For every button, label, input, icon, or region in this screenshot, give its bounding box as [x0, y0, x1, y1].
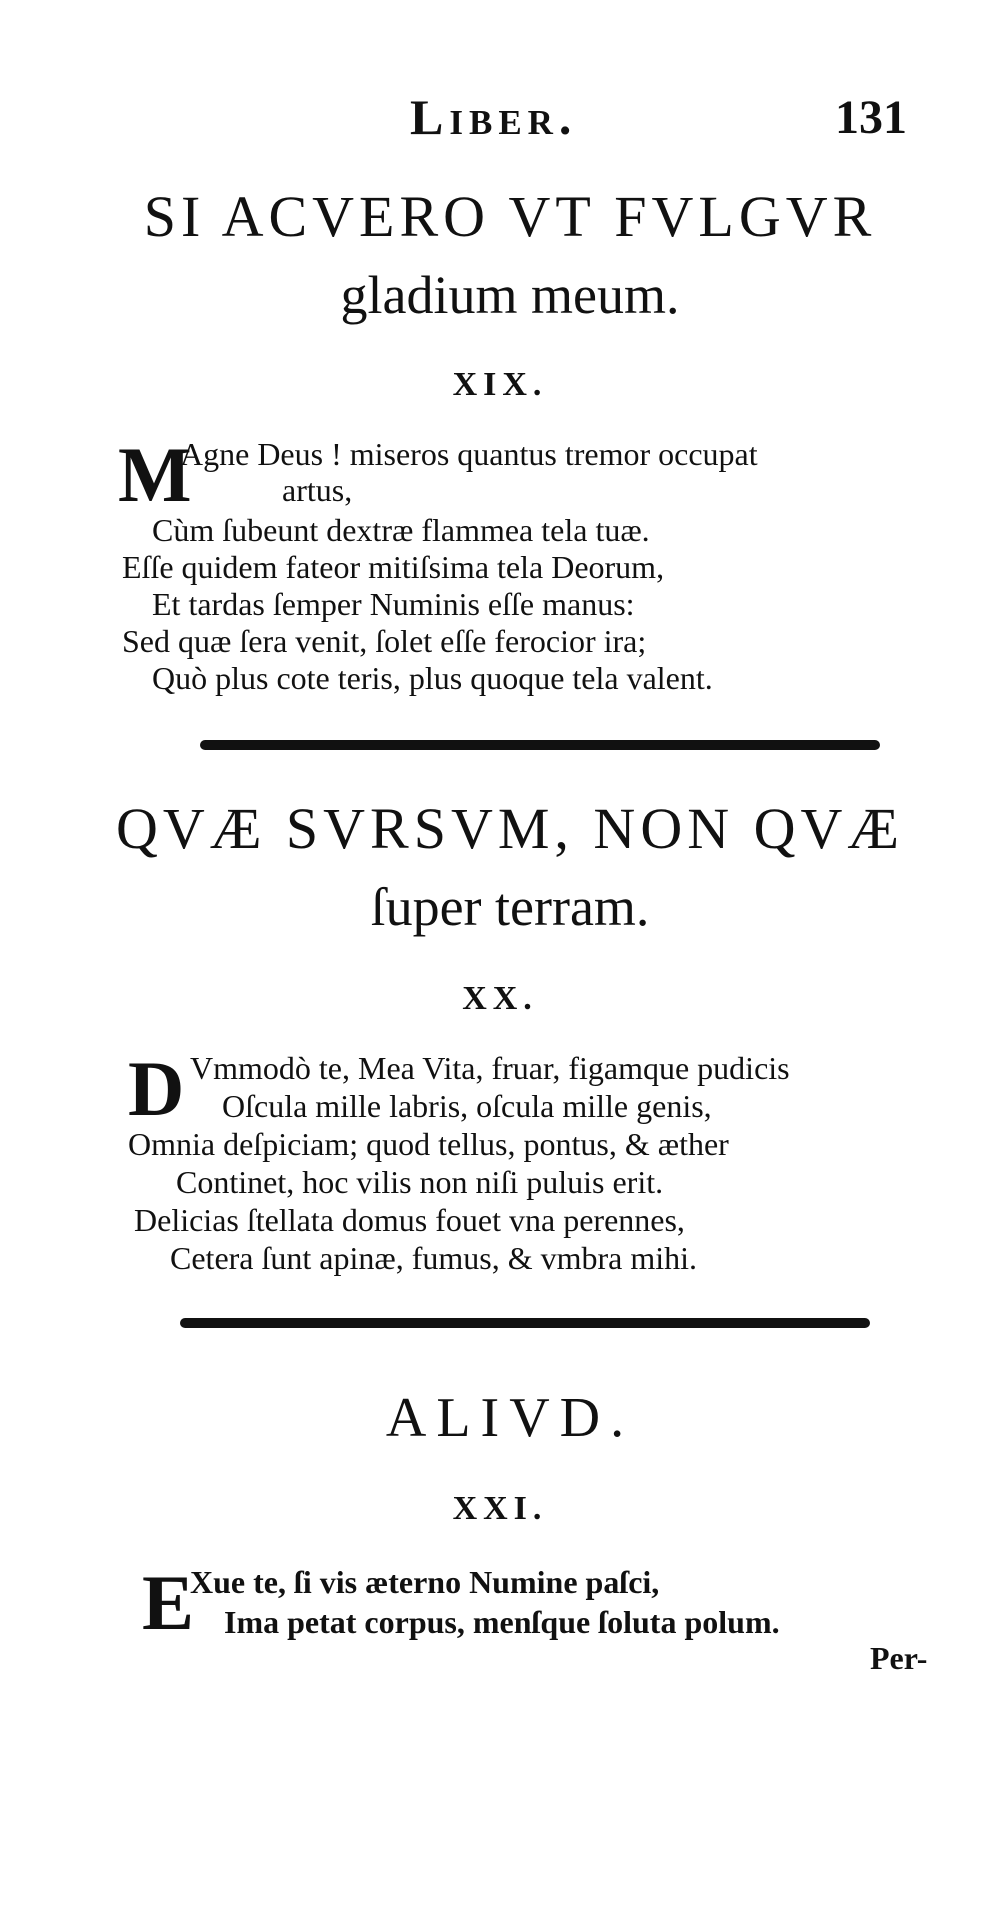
section-title: SI ACVERO VT FVLGVR	[143, 184, 877, 249]
verse-line: Oſcula mille labris, oſcula mille genis,	[222, 1088, 712, 1124]
section-title: QVÆ SVRSVM, NON QVÆ	[116, 796, 904, 861]
running-head: Liber.	[410, 89, 578, 145]
drop-capital: D	[128, 1045, 185, 1132]
section-numeral: XX.	[462, 980, 538, 1017]
verse-line: Et tardas ſemper Numinis eſſe manus:	[152, 586, 635, 622]
verse-line: artus,	[282, 472, 353, 508]
section-numeral: XIX.	[452, 366, 548, 403]
verse-line: Delicias ſtellata domus fouet vna perennes,	[134, 1202, 685, 1238]
section-subtitle: gladium meum.	[340, 265, 680, 325]
verse-line: Continet, hoc vilis non niſi puluis erit.	[176, 1164, 664, 1200]
section-title: ALIVD.	[385, 1387, 635, 1449]
verse-line: Ima petat corpus, menſque ſoluta polum.	[224, 1604, 780, 1640]
drop-capital: M	[118, 431, 192, 518]
verse-line: Cetera ſunt apinæ, fumus, & vmbra mihi.	[170, 1240, 698, 1276]
ornamental-rule	[200, 740, 880, 750]
verse-line: Vmmodò te, Mea Vita, fruar, figamque pudicis	[190, 1050, 790, 1086]
drop-capital: E	[142, 1559, 195, 1646]
verse-line: Xue te, ſi vis æterno Numine paſci,	[190, 1564, 660, 1600]
verse-line: Omnia deſpiciam; quod tellus, pontus, & æther	[128, 1126, 729, 1162]
catchword: Per-	[870, 1640, 928, 1676]
page-number: 131	[835, 91, 907, 144]
verse-line: Agne Deus ! miseros quantus tremor occupat	[180, 436, 758, 472]
section-subtitle: ſuper terram.	[370, 877, 650, 937]
verse-line: Quò plus cote teris, plus quoque tela valent.	[152, 660, 713, 696]
ornamental-rule	[180, 1318, 870, 1328]
verse-line: Eſſe quidem fateor mitiſsima tela Deorum,	[122, 549, 665, 585]
verse-line: Cùm ſubeunt dextræ flammea tela tuæ.	[152, 512, 650, 548]
section-numeral: XXI.	[452, 1490, 548, 1527]
verse-line: Sed quæ ſera venit, ſolet eſſe ferocior ira;	[122, 623, 647, 659]
